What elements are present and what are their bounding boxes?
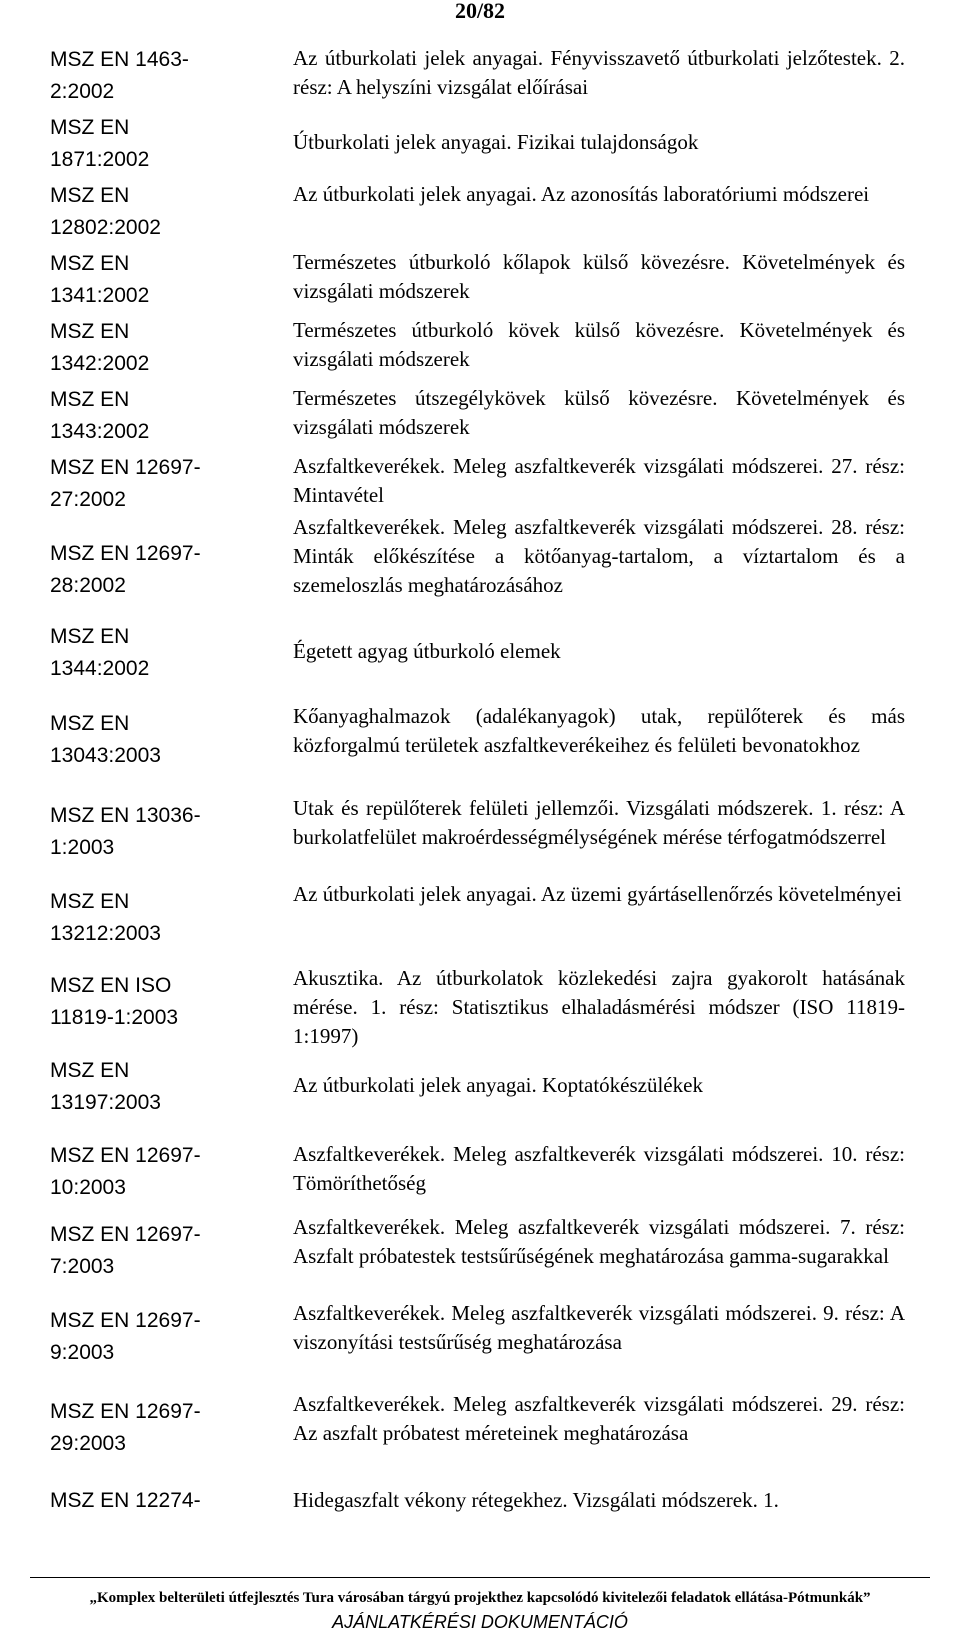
standard-title: Természetes útburkoló kövek külső kövezésre. Követelmények és vizsgálati módszerek bbox=[293, 318, 905, 371]
standard-code bbox=[50, 708, 250, 772]
standard-code-line: MSZ EN bbox=[50, 320, 130, 343]
standard-title: Útburkolati jelek anyagai. Fizikai tulajdonságok bbox=[293, 130, 699, 154]
standard-title: Aszfaltkeverékek. Meleg aszfaltkeverék vizsgálati módszerei. 10. rész: Tömöríthetőség bbox=[293, 1142, 905, 1195]
standard-code-line: 1871:2002 bbox=[50, 148, 150, 171]
standard-code bbox=[50, 1485, 250, 1517]
footer-divider bbox=[30, 1577, 930, 1578]
standard-code-line: 1344:2002 bbox=[50, 657, 150, 680]
standard-code-line: 13212:2003 bbox=[50, 922, 161, 945]
standard-code-line: MSZ EN bbox=[50, 1059, 130, 1082]
standard-title: Égetett agyag útburkoló elemek bbox=[293, 639, 561, 663]
standard-title: Az útburkolati jelek anyagai. Fényvisszavető útburkolati jelzőtestek. 2. rész: A helyszíni vizsgálat előírásai bbox=[293, 46, 905, 99]
standard-code bbox=[50, 1305, 250, 1369]
footer-document-title: AJÁNLATKÉRÉSI DOKUMENTÁCIÓ bbox=[332, 1612, 628, 1632]
standard-code-line: 7:2003 bbox=[50, 1255, 115, 1278]
standard-code-line: MSZ EN bbox=[50, 252, 130, 275]
standard-code-line: 1342:2002 bbox=[50, 352, 150, 375]
standard-title: Az útburkolati jelek anyagai. Az azonosítás laboratóriumi módszerei bbox=[293, 182, 870, 206]
standard-code-line: 13197:2003 bbox=[50, 1091, 161, 1114]
standard-title: Hidegaszfalt vékony rétegekhez. Vizsgálati módszerek. 1. bbox=[293, 1488, 779, 1512]
page-number: 20/82 bbox=[454, 0, 506, 23]
standard-title: Természetes útburkoló kőlapok külső kövezésre. Követelmények és vizsgálati módszerek bbox=[293, 250, 905, 303]
standard-code-line: MSZ EN 12697- bbox=[50, 1309, 201, 1332]
standard-code-line: 12802:2002 bbox=[50, 216, 161, 239]
standard-code-line: MSZ EN 12697- bbox=[50, 1144, 201, 1167]
standard-code bbox=[50, 248, 250, 312]
standard-code bbox=[50, 44, 250, 108]
standard-code-line: 13043:2003 bbox=[50, 744, 161, 767]
footer-project-title: „Komplex belterületi útfejlesztés Tura városában tárgyú projekthez kapcsolódó kivitelezői feladatok ellátása-Pótmunkák” bbox=[89, 1590, 871, 1606]
standard-code-line: 29:2003 bbox=[50, 1432, 126, 1455]
standard-title: Aszfaltkeverékek. Meleg aszfaltkeverék vizsgálati módszerei. 9. rész: A viszonyítási testsűrűség meghatározása bbox=[293, 1301, 905, 1354]
standard-code bbox=[50, 112, 250, 176]
standard-code-line: 28:2002 bbox=[50, 574, 126, 597]
standard-code-line: 2:2002 bbox=[50, 80, 115, 103]
standard-title: Akusztika. Az útburkolatok közlekedési zajra gyakorolt hatásának mérése. 1. rész: Statisztikus elhaladásmérési módszer (ISO 11819-1:1997) bbox=[293, 966, 905, 1048]
standard-title: Utak és repülőterek felületi jellemzői. Vizsgálati módszerek. 1. rész: A burkolatfelület makroérdességmélységének mérése térfogatmódszerrel bbox=[293, 796, 905, 849]
standard-code bbox=[50, 180, 250, 244]
standard-code bbox=[50, 621, 250, 685]
standard-code-line: MSZ EN 12697- bbox=[50, 456, 201, 479]
standard-code-line: 10:2003 bbox=[50, 1176, 126, 1199]
standard-title: Kőanyaghalmazok (adalékanyagok) utak, repülőterek és más közforgalmú területek aszfaltkeverékeihez és felületi bevonatokhoz bbox=[293, 704, 905, 757]
standard-code-line: MSZ EN ISO bbox=[50, 974, 172, 997]
standard-code-line: MSZ EN 12697- bbox=[50, 1400, 201, 1423]
standard-code bbox=[50, 886, 250, 950]
standard-code bbox=[50, 452, 250, 516]
standard-code-line: 9:2003 bbox=[50, 1341, 115, 1364]
standard-title: Aszfaltkeverékek. Meleg aszfaltkeverék vizsgálati módszerei. 7. rész: Aszfalt próbatestek testsűrűségének meghatározása gamma-sugarakkal bbox=[293, 1215, 905, 1268]
standard-title: Az útburkolati jelek anyagai. Az üzemi gyártásellenőrzés követelményei bbox=[293, 882, 902, 906]
standard-code-line: 1341:2002 bbox=[50, 284, 150, 307]
standard-title: Aszfaltkeverékek. Meleg aszfaltkeverék vizsgálati módszerei. 27. rész: Mintavétel bbox=[293, 454, 905, 507]
standard-title: Természetes útszegélykövek külső kövezésre. Követelmények és vizsgálati módszerek bbox=[293, 386, 905, 439]
standard-code bbox=[50, 538, 250, 602]
standard-code-line: 11819-1:2003 bbox=[50, 1006, 179, 1029]
standard-code bbox=[50, 1140, 250, 1204]
standard-title: Az útburkolati jelek anyagai. Koptatókészülékek bbox=[293, 1073, 703, 1097]
standard-title: Aszfaltkeverékek. Meleg aszfaltkeverék vizsgálati módszerei. 28. rész: Minták előkészítése a kötőanyag-tartalom, a víztartalom és a szemeloszlás meghatározásához bbox=[293, 515, 905, 597]
standard-code-line: 1343:2002 bbox=[50, 420, 150, 443]
standard-code-line: MSZ EN 1463- bbox=[50, 48, 189, 71]
standard-code-line: MSZ EN 12274- bbox=[50, 1489, 201, 1512]
standard-code bbox=[50, 316, 250, 380]
standard-code-line: MSZ EN bbox=[50, 712, 130, 735]
standard-code-line: MSZ EN bbox=[50, 184, 130, 207]
standard-code-line: 27:2002 bbox=[50, 488, 126, 511]
standard-code bbox=[50, 384, 250, 448]
standard-code bbox=[50, 970, 250, 1034]
standard-code bbox=[50, 1219, 250, 1283]
standard-code-line: MSZ EN bbox=[50, 625, 130, 648]
standard-code-line: MSZ EN bbox=[50, 116, 130, 139]
standard-title: Aszfaltkeverékek. Meleg aszfaltkeverék vizsgálati módszerei. 29. rész: Az aszfalt próbatest méreteinek meghatározása bbox=[293, 1392, 905, 1445]
standard-code-line: MSZ EN 12697- bbox=[50, 1223, 201, 1246]
standard-code bbox=[50, 1055, 250, 1119]
standard-code-line: MSZ EN 13036- bbox=[50, 804, 201, 827]
standard-code bbox=[50, 800, 250, 864]
standard-code-line: MSZ EN 12697- bbox=[50, 542, 201, 565]
standard-code-line: MSZ EN bbox=[50, 388, 130, 411]
standard-code-line: 1:2003 bbox=[50, 836, 115, 859]
standard-code-line: MSZ EN bbox=[50, 890, 130, 913]
standard-code bbox=[50, 1396, 250, 1460]
